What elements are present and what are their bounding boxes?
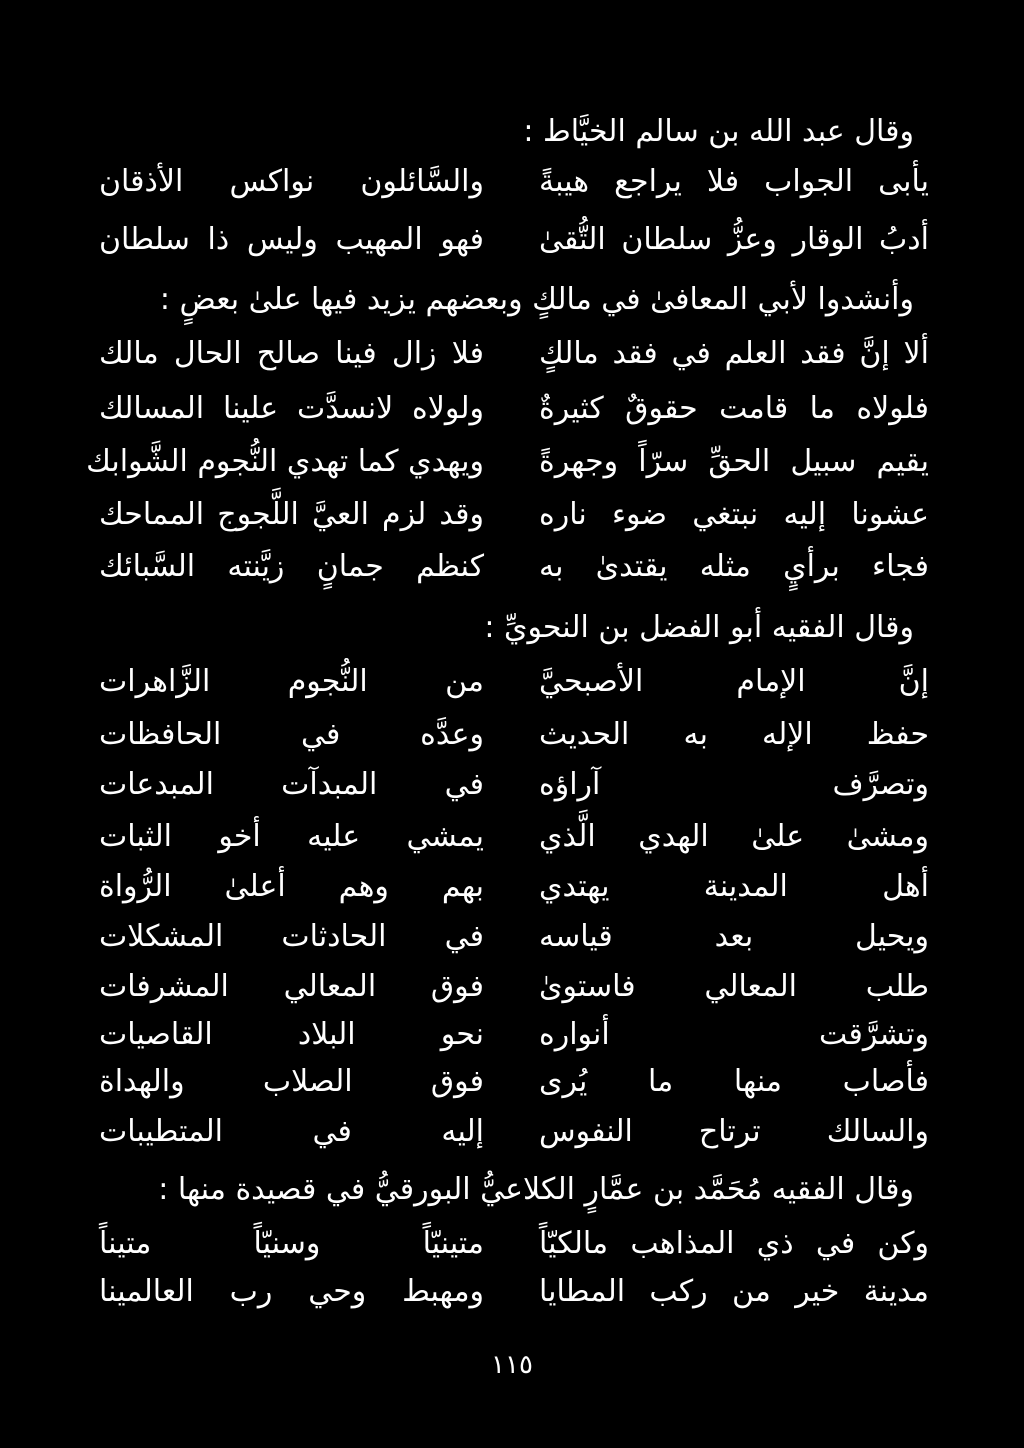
verse-3-8-second-hemistich: نحو البلاد القاصيات: [99, 1017, 484, 1052]
verse-3-6-second-hemistich: في الحادثات المشكلات: [99, 919, 484, 954]
verse-3-9-first-hemistich: فأصاب منها ما يُرى: [539, 1064, 929, 1099]
verse-3-5-second-hemistich: بهم وهم أعلىٰ الرُّواة: [99, 869, 484, 904]
verse-1-2-first-hemistich: أدبُ الوقار وعزُّ سلطان التُّقىٰ: [539, 222, 929, 257]
verse-3-10-second-hemistich: إليه في المتطيبات: [99, 1114, 484, 1149]
verse-2-5-first-hemistich: فجاء برأيٍ مثله يقتدىٰ به: [539, 549, 929, 584]
verse-2-2-first-hemistich: فلولاه ما قامت حقوقٌ كثيرةٌ: [539, 391, 929, 426]
poem-intro-3: وقال الفقيه أبو الفضل بن النحويِّ :: [484, 610, 914, 645]
poem-intro-1: وقال عبد الله بن سالم الخيَّاط :: [523, 114, 914, 149]
verse-1-1-first-hemistich: يأبى الجواب فلا يراجع هيبةً: [539, 164, 929, 199]
verse-3-3-first-hemistich: وتصرَّف آراؤه: [539, 767, 929, 802]
verse-2-5-second-hemistich: كنظم جمانٍ زيَّنته السَّبائك: [99, 549, 484, 584]
verse-3-2-first-hemistich: حفظ الإله به الحديث: [539, 717, 929, 752]
verse-2-4-first-hemistich: عشونا إليه نبتغي ضوء ناره: [539, 497, 929, 532]
verse-3-8-first-hemistich: وتشرَّقت أنواره: [539, 1017, 929, 1052]
verse-4-2-second-hemistich: ومهبط وحي رب العالمينا: [99, 1274, 484, 1309]
verse-3-6-first-hemistich: ويحيل بعد قياسه: [539, 919, 929, 954]
verse-3-4-first-hemistich: ومشىٰ علىٰ الهدي الَّذي: [539, 819, 929, 854]
verse-2-3-second-hemistich: ويهدي كما تهدي النُّجوم الشَّوابك: [86, 444, 484, 479]
verse-4-1-second-hemistich: متينيّاً وسنيّاً متيناً: [99, 1226, 484, 1261]
verse-2-4-second-hemistich: وقد لزم العيَّ اللَّجوج المماحك: [99, 497, 484, 532]
verse-3-7-first-hemistich: طلب المعالي فاستوىٰ: [539, 969, 929, 1004]
verse-3-5-first-hemistich: أهل المدينة يهتدي: [539, 869, 929, 904]
verse-4-2-first-hemistich: مدينة خير من ركب المطايا: [539, 1274, 929, 1309]
verse-3-9-second-hemistich: فوق الصلاب والهداة: [99, 1064, 484, 1099]
verse-3-10-first-hemistich: والسالك ترتاح النفوس: [539, 1114, 929, 1149]
poem-intro-2: وأنشدوا لأبي المعافىٰ في مالكٍ وبعضهم يزيد فيها علىٰ بعضٍ :: [159, 282, 914, 317]
verse-3-7-second-hemistich: فوق المعالي المشرفات: [99, 969, 484, 1004]
poem-intro-4: وقال الفقيه مُحَمَّد بن عمَّارٍ الكلاعيُّ البورقيُّ في قصيدة منها :: [158, 1172, 914, 1207]
verse-3-1-first-hemistich: إنَّ الإمام الأصبحيَّ: [539, 664, 929, 699]
verse-1-2-second-hemistich: فهو المهيب وليس ذا سلطان: [99, 222, 484, 257]
verse-4-1-first-hemistich: وكن في ذي المذاهب مالكيّاً: [539, 1226, 929, 1261]
verse-2-1-first-hemistich: ألا إنَّ فقد العلم في فقد مالكٍ: [539, 336, 929, 371]
verse-3-3-second-hemistich: في المبدآت المبدعات: [99, 767, 484, 802]
verse-3-1-second-hemistich: من النُّجوم الزَّاهرات: [99, 664, 484, 699]
verse-3-4-second-hemistich: يمشي عليه أخو الثبات: [99, 819, 484, 854]
verse-2-3-first-hemistich: يقيم سبيل الحقِّ سرّاً وجهرةً: [539, 444, 929, 479]
verse-2-1-second-hemistich: فلا زال فينا صالح الحال مالك: [99, 336, 484, 371]
page-number: ١١٥: [491, 1350, 533, 1380]
verse-2-2-second-hemistich: ولولاه لانسدَّت علينا المسالك: [99, 391, 484, 426]
verse-1-1-second-hemistich: والسَّائلون نواكس الأذقان: [99, 164, 484, 199]
verse-3-2-second-hemistich: وعدَّه في الحافظات: [99, 717, 484, 752]
